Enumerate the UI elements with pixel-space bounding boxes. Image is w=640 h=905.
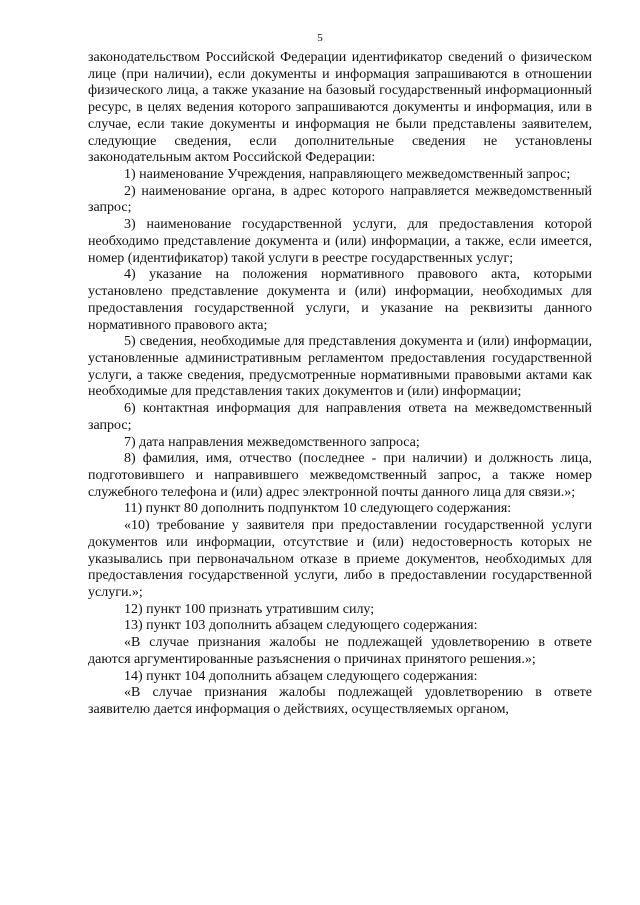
paragraph-item-7: 7) дата направления межведомственного запроса; — [124, 434, 420, 450]
page-number: 5 — [317, 32, 323, 44]
paragraph-item-3: 3) наименование государственной услуги, для предоставления которой необходимо представление документа и (или) информации, а также, если имеется, номер (идентификатор) такой услуги в реестре государственных услуг; — [88, 217, 592, 266]
paragraph-continuation: законодательством Российской Федерации идентификатор сведений о физическом лице (при наличии), если документы и информация запрашиваются в отношении физического лица, а также указание на базовый государственный информационный ресурс, в целях ведения которого запрашиваются документы и информация, или в случае, если такие документы и информация не были представлены заявителем, следующие сведения, если дополнительные сведения не установлены законодательным актом Российской Федерации: — [88, 50, 592, 166]
paragraph-amendment-13: 13) пункт 103 дополнить абзацем следующего содержания: — [124, 618, 478, 634]
paragraph-item-6: 6) контактная информация для направления ответа на межведомственный запрос; — [88, 401, 592, 433]
paragraph-item-1: 1) наименование Учреждения, направляющего межведомственный запрос; — [124, 167, 571, 183]
paragraph-item-4: 4) указание на положения нормативного правового акта, которыми установлено представление документа и (или) информации, необходимых для предоставления государственной услуги, и указание на реквизиты данного нормативного правового акта; — [88, 267, 592, 333]
paragraph-item-5: 5) сведения, необходимые для представления документа и (или) информации, установленные административным регламентом предоставления государственной услуги, а также сведения, предусмотренные нормативными правовыми актами как необходимые для представления таких документов и (или) информации; — [88, 334, 592, 400]
paragraph-amendment-11: 11) пункт 80 дополнить подпунктом 10 следующего содержания: — [124, 501, 512, 517]
paragraph-item-2: 2) наименование органа, в адрес которого направляется межведомственный запрос; — [88, 183, 592, 216]
document-body — [88, 50, 592, 719]
paragraph-item-8: 8) фамилия, имя, отчество (последнее - при наличии) и должность лица, подготовившего и направившего межведомственный запрос, а также номер служебного телефона и (или) адрес электронной почты данного лица для связи.»; — [88, 451, 592, 500]
paragraph-amendment-14: 14) пункт 104 дополнить абзацем следующего содержания: — [124, 668, 478, 684]
paragraph-quote-103: «В случае признания жалобы не подлежащей удовлетворению в ответе даются аргументированные разъяснения о причинах принятого решения.»; — [88, 635, 592, 667]
paragraph-quote-10: «10) требование у заявителя при предоставлении государственной услуги документов или информации, отсутствие и (или) недостоверность которых не указывались при первоначальном отказе в приеме документов, необходимых для предоставления государственной услуги, либо в предоставлении государственной услуги.»; — [88, 518, 592, 600]
paragraph-amendment-12: 12) пункт 100 признать утратившим силу; — [124, 601, 375, 617]
paragraph-quote-104: «В случае признания жалобы подлежащей удовлетворению в ответе заявителю дается информация о действиях, осуществляемых органом, — [88, 685, 592, 718]
